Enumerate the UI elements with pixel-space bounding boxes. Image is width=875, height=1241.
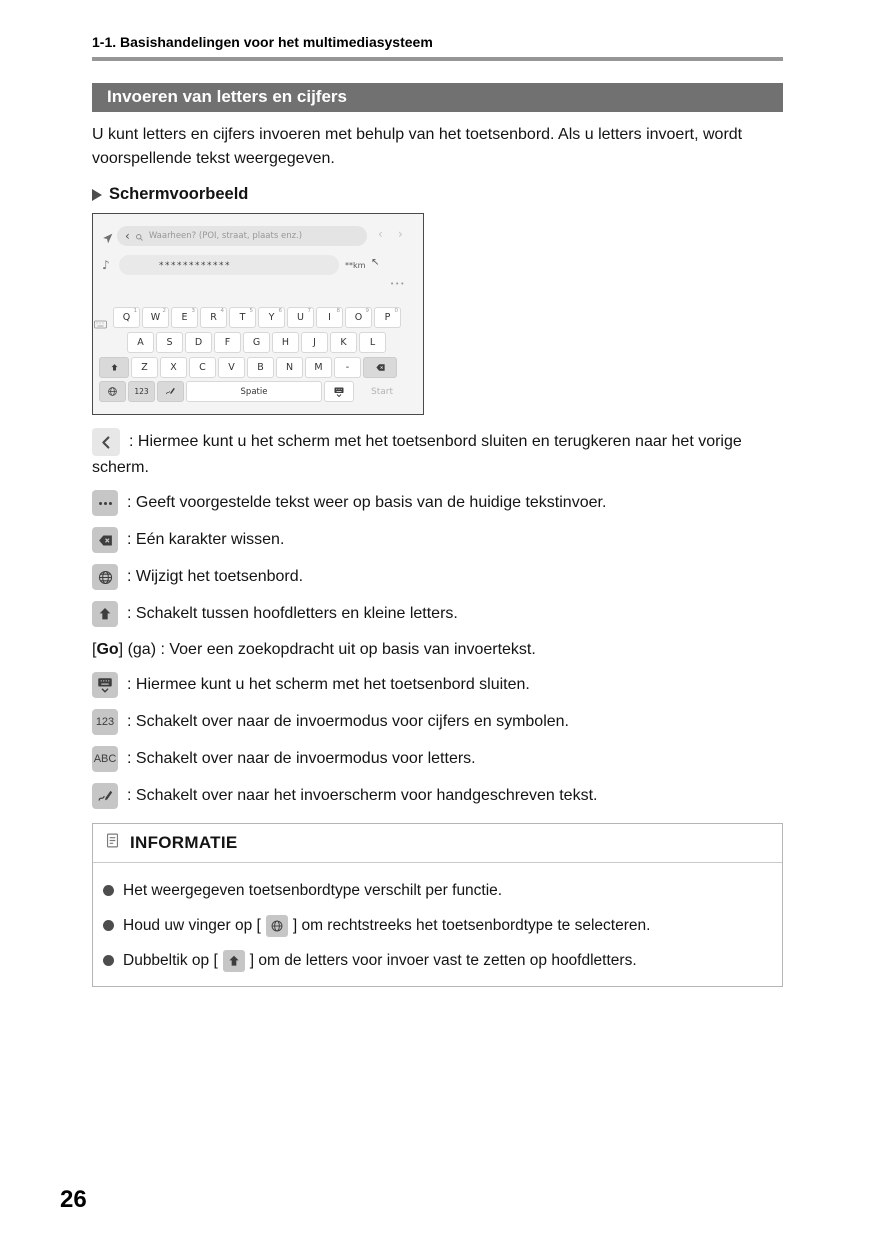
mini-search-bar — [117, 226, 367, 246]
key-r: R 4 — [200, 307, 227, 328]
note-icon — [104, 832, 121, 854]
keyboard-dismiss-icon — [92, 672, 118, 698]
key-m: M — [305, 357, 332, 378]
legend-item-globe — [92, 564, 783, 590]
back-chevron-icon: ‹ — [125, 229, 130, 243]
distance-label: **km — [345, 261, 366, 270]
legend-item-suggestions — [92, 490, 783, 516]
legend-text: : Eén karakter wissen. — [127, 531, 285, 549]
key-z: Z — [131, 357, 158, 378]
masked-input-value: ************ — [159, 261, 231, 271]
keyboard-rail-icon — [94, 314, 107, 333]
page-number: 26 — [60, 1186, 87, 1213]
keyboard-row-3 — [99, 357, 397, 378]
space-key: Spatie — [186, 381, 322, 402]
keyboard-row-4 — [99, 381, 408, 402]
keyboard-screenshot — [92, 213, 424, 415]
legend-item-shift — [92, 601, 783, 627]
shift-key — [99, 357, 129, 378]
search-placeholder: Waarheen? (POI, straat, plaats enz.) — [148, 231, 303, 241]
legend-text: : Schakelt over naar de invoermodus voor cijfers en symbolen. — [127, 713, 569, 731]
search-icon — [135, 227, 144, 246]
keyboard-row-2 — [127, 332, 386, 353]
key-l: L — [359, 332, 386, 353]
legend-item-handwriting — [92, 783, 783, 809]
letter-mode-icon: ABC — [92, 746, 118, 772]
legend-item-letters — [92, 746, 783, 772]
backspace-icon — [92, 527, 118, 553]
information-box — [92, 823, 783, 987]
key-s: S — [156, 332, 183, 353]
information-title: INFORMATIE — [130, 833, 238, 852]
section-title-bar — [92, 83, 783, 112]
bullet-icon — [103, 885, 114, 896]
page-forward-icon: › — [398, 227, 403, 241]
keyboard-row-1 — [113, 307, 401, 328]
mini-text-input — [119, 255, 339, 275]
key-y: Y 6 — [258, 307, 285, 328]
legend-item-numeric — [92, 709, 783, 735]
suggestion-dots-icon — [92, 490, 118, 516]
navigation-cursor-icon — [101, 230, 114, 249]
key-f: F — [214, 332, 241, 353]
info-item: Het weergegeven toetsenbordtype verschilt per functie. — [103, 880, 770, 902]
key-v: V — [218, 357, 245, 378]
key-u: U 7 — [287, 307, 314, 328]
intro-text: U kunt letters en cijfers invoeren met behulp van het toetsenbord. Als u letters invoert, wordt voorspellende tekst weergegeven. — [92, 126, 743, 167]
globe-icon — [266, 915, 288, 937]
key-p: P 0 — [374, 307, 401, 328]
key-n: N — [276, 357, 303, 378]
bullet-icon — [103, 955, 114, 966]
information-header — [93, 824, 782, 863]
bullet-icon — [103, 920, 114, 931]
key-e: E 3 — [171, 307, 198, 328]
key-c: C — [189, 357, 216, 378]
legend-item-go — [92, 638, 783, 661]
legend-item-back — [92, 428, 783, 479]
info-item: Houd uw vinger op [ ] om rechtstreeks het toetsenbordtype te selecteren. — [103, 915, 770, 937]
key-a: A — [127, 332, 154, 353]
arrow-bullet-icon — [92, 189, 102, 201]
key-d: D — [185, 332, 212, 353]
numeric-key: 123 — [128, 381, 155, 402]
keyboard-dismiss-key — [324, 381, 354, 402]
keyboard-row-3-letters — [131, 357, 361, 378]
legend-text: : Schakelt over naar het invoerscherm voor handgeschreven tekst. — [127, 787, 598, 805]
icon-legend — [92, 428, 783, 809]
legend-text: : Geeft voorgestelde tekst weer op basis van de huidige tekstinvoer. — [127, 494, 607, 512]
shift-icon — [223, 950, 245, 972]
key-t: T 5 — [229, 307, 256, 328]
music-note-icon: ♪ — [102, 258, 110, 272]
info-item: Dubbeltik op [ ] om de letters voor invoer vast te zetten op hoofdletters. — [103, 950, 770, 972]
legend-text: : Hiermee kunt u het scherm met het toetsenbord sluiten. — [127, 676, 530, 694]
key-x: X — [160, 357, 187, 378]
legend-text: : Schakelt over naar de invoermodus voor letters. — [127, 750, 476, 768]
handwriting-icon — [92, 783, 118, 809]
globe-key — [99, 381, 126, 402]
key-q: Q 1 — [113, 307, 140, 328]
header-rule — [92, 57, 783, 61]
backspace-key — [363, 357, 397, 378]
shift-icon — [92, 601, 118, 627]
start-key: Start — [371, 386, 393, 397]
direction-arrow-icon: ↖ — [371, 257, 380, 268]
key-w: W 2 — [142, 307, 169, 328]
key-h: H — [272, 332, 299, 353]
legend-item-backspace — [92, 527, 783, 553]
legend-text: [Go] (ga) : Voer een zoekopdracht uit op basis van invoertekst. — [92, 641, 536, 658]
key-k: K — [330, 332, 357, 353]
key-i: I 8 — [316, 307, 343, 328]
chapter-header: 1-1. Basishandelingen voor het multimediasysteem — [92, 34, 433, 50]
key-g: G — [243, 332, 270, 353]
key-j: J — [301, 332, 328, 353]
subheading-label: Schermvoorbeeld — [109, 185, 249, 203]
back-chevron-icon — [92, 428, 120, 456]
key--: - — [334, 357, 361, 378]
legend-item-dismiss — [92, 672, 783, 698]
key-b: B — [247, 357, 274, 378]
suggestions-more-icon: ••• — [390, 280, 406, 288]
page-back-icon: ‹ — [378, 227, 383, 241]
legend-text: : Wijzigt het toetsenbord. — [127, 568, 304, 586]
handwriting-key — [157, 381, 184, 402]
legend-text: : Schakelt tussen hoofdletters en kleine letters. — [127, 605, 458, 623]
globe-icon — [92, 564, 118, 590]
section-title: Invoeren van letters en cijfers — [107, 87, 347, 106]
information-body — [93, 863, 782, 986]
subheading — [92, 185, 783, 204]
key-o: O 9 — [345, 307, 372, 328]
legend-text: : Hiermee kunt u het scherm met het toetsenbord sluiten en terugkeren naar het vorige scherm. — [92, 433, 742, 476]
numeric-mode-icon: 123 — [92, 709, 118, 735]
